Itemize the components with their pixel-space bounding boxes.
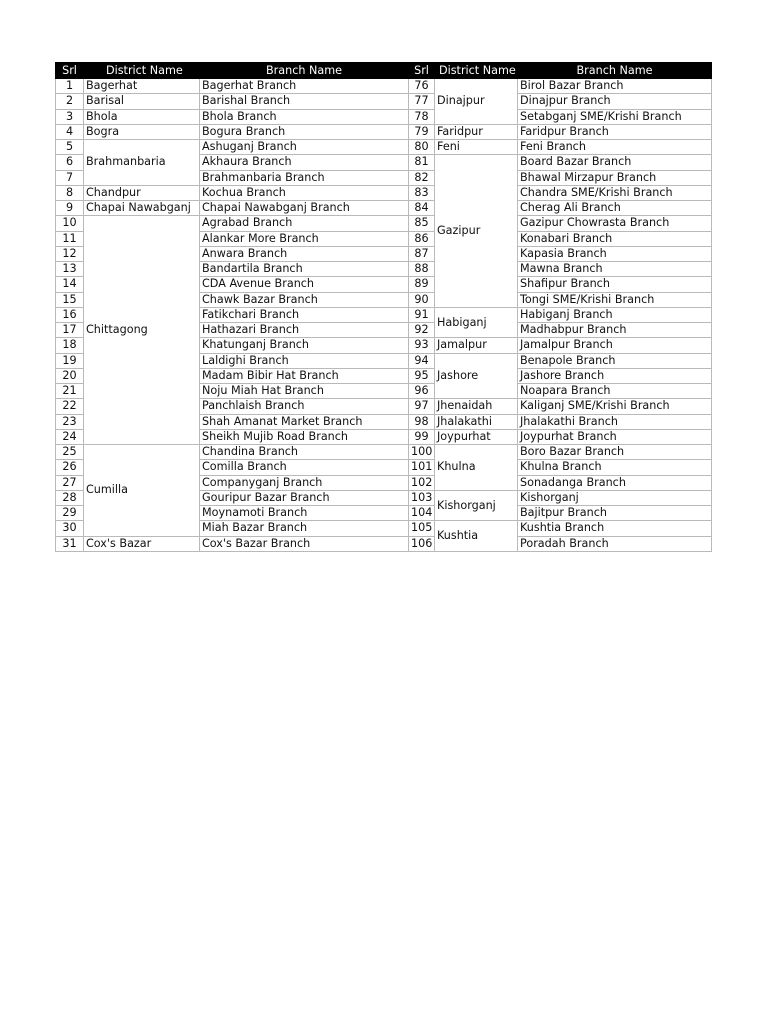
district-cell: Brahmanbaria bbox=[84, 140, 200, 186]
district-cell: Cumilla bbox=[84, 445, 200, 537]
srl-cell: 84 bbox=[409, 201, 435, 216]
branch-cell: Khatunganj Branch bbox=[200, 338, 409, 353]
srl-cell: 96 bbox=[409, 384, 435, 399]
branch-cell: Cox's Bazar Branch bbox=[200, 536, 409, 551]
branch-cell: Brahmanbaria Branch bbox=[200, 170, 409, 185]
srl-cell: 79 bbox=[409, 124, 435, 139]
srl-cell: 28 bbox=[56, 490, 84, 505]
district-cell: Dinajpur bbox=[435, 79, 518, 125]
branch-cell: Cherag Ali Branch bbox=[518, 201, 712, 216]
branch-cell: Mawna Branch bbox=[518, 262, 712, 277]
srl-cell: 88 bbox=[409, 262, 435, 277]
branch-cell: Chandra SME/Krishi Branch bbox=[518, 185, 712, 200]
srl-cell: 95 bbox=[409, 368, 435, 383]
srl-cell: 3 bbox=[56, 109, 84, 124]
branch-cell: Bandartila Branch bbox=[200, 262, 409, 277]
srl-cell: 30 bbox=[56, 521, 84, 536]
branch-cell: Comilla Branch bbox=[200, 460, 409, 475]
srl-cell: 23 bbox=[56, 414, 84, 429]
branch-cell: Jhalakathi Branch bbox=[518, 414, 712, 429]
district-cell: Chittagong bbox=[84, 216, 200, 445]
branch-cell: Dinajpur Branch bbox=[518, 94, 712, 109]
branch-cell: Joypurhat Branch bbox=[518, 429, 712, 444]
table-body bbox=[56, 79, 712, 552]
header-district-left: District Name bbox=[84, 63, 200, 79]
district-cell: Khulna bbox=[435, 445, 518, 491]
branch-cell: Konabari Branch bbox=[518, 231, 712, 246]
branch-cell: Board Bazar Branch bbox=[518, 155, 712, 170]
header-branch-right: Branch Name bbox=[518, 63, 712, 79]
srl-cell: 103 bbox=[409, 490, 435, 505]
srl-cell: 100 bbox=[409, 445, 435, 460]
srl-cell: 17 bbox=[56, 323, 84, 338]
srl-cell: 22 bbox=[56, 399, 84, 414]
branch-cell: Khulna Branch bbox=[518, 460, 712, 475]
table-row bbox=[56, 109, 712, 124]
srl-cell: 25 bbox=[56, 445, 84, 460]
branch-cell: Miah Bazar Branch bbox=[200, 521, 409, 536]
srl-cell: 15 bbox=[56, 292, 84, 307]
srl-cell: 26 bbox=[56, 460, 84, 475]
srl-cell: 4 bbox=[56, 124, 84, 139]
branch-cell: Gazipur Chowrasta Branch bbox=[518, 216, 712, 231]
srl-cell: 21 bbox=[56, 384, 84, 399]
district-cell: Chandpur bbox=[84, 185, 200, 200]
srl-cell: 87 bbox=[409, 246, 435, 261]
district-cell: Feni bbox=[435, 140, 518, 155]
district-cell: Jhalakathi bbox=[435, 414, 518, 429]
srl-cell: 86 bbox=[409, 231, 435, 246]
district-cell: Gazipur bbox=[435, 155, 518, 308]
branch-cell: Laldighi Branch bbox=[200, 353, 409, 368]
srl-cell: 97 bbox=[409, 399, 435, 414]
branch-cell: Sonadanga Branch bbox=[518, 475, 712, 490]
srl-cell: 99 bbox=[409, 429, 435, 444]
branch-cell: Madam Bibir Hat Branch bbox=[200, 368, 409, 383]
srl-cell: 77 bbox=[409, 94, 435, 109]
branch-cell: Feni Branch bbox=[518, 140, 712, 155]
branch-cell: Ashuganj Branch bbox=[200, 140, 409, 155]
srl-cell: 98 bbox=[409, 414, 435, 429]
branch-cell: Agrabad Branch bbox=[200, 216, 409, 231]
srl-cell: 10 bbox=[56, 216, 84, 231]
srl-cell: 19 bbox=[56, 353, 84, 368]
branch-cell: Jamalpur Branch bbox=[518, 338, 712, 353]
branch-cell: Kaliganj SME/Krishi Branch bbox=[518, 399, 712, 414]
district-cell: Bagerhat bbox=[84, 79, 200, 94]
branch-cell: Companyganj Branch bbox=[200, 475, 409, 490]
srl-cell: 91 bbox=[409, 307, 435, 322]
branch-cell: Barishal Branch bbox=[200, 94, 409, 109]
branch-cell: Gouripur Bazar Branch bbox=[200, 490, 409, 505]
srl-cell: 81 bbox=[409, 155, 435, 170]
srl-cell: 102 bbox=[409, 475, 435, 490]
srl-cell: 1 bbox=[56, 79, 84, 94]
srl-cell: 83 bbox=[409, 185, 435, 200]
table-row bbox=[56, 201, 712, 216]
header-srl-right: Srl bbox=[409, 63, 435, 79]
branch-cell: Chawk Bazar Branch bbox=[200, 292, 409, 307]
header-branch-left: Branch Name bbox=[200, 63, 409, 79]
branch-cell: CDA Avenue Branch bbox=[200, 277, 409, 292]
branch-cell: Benapole Branch bbox=[518, 353, 712, 368]
district-cell: Habiganj bbox=[435, 307, 518, 338]
srl-cell: 31 bbox=[56, 536, 84, 551]
srl-cell: 85 bbox=[409, 216, 435, 231]
district-cell: Chapai Nawabganj bbox=[84, 201, 200, 216]
district-cell: Bhola bbox=[84, 109, 200, 124]
district-cell: Bogra bbox=[84, 124, 200, 139]
srl-cell: 9 bbox=[56, 201, 84, 216]
header-district-right: District Name bbox=[435, 63, 518, 79]
branch-cell: Kishorganj bbox=[518, 490, 712, 505]
srl-cell: 105 bbox=[409, 521, 435, 536]
srl-cell: 92 bbox=[409, 323, 435, 338]
srl-cell: 14 bbox=[56, 277, 84, 292]
branch-cell: Anwara Branch bbox=[200, 246, 409, 261]
table-row bbox=[56, 124, 712, 139]
srl-cell: 12 bbox=[56, 246, 84, 261]
table-row bbox=[56, 185, 712, 200]
srl-cell: 104 bbox=[409, 506, 435, 521]
branch-cell: Akhaura Branch bbox=[200, 155, 409, 170]
srl-cell: 5 bbox=[56, 140, 84, 155]
district-cell: Jashore bbox=[435, 353, 518, 399]
branch-cell: Shah Amanat Market Branch bbox=[200, 414, 409, 429]
branch-cell: Moynamoti Branch bbox=[200, 506, 409, 521]
district-cell: Kushtia bbox=[435, 521, 518, 552]
branch-cell: Kapasia Branch bbox=[518, 246, 712, 261]
branch-cell: Chapai Nawabganj Branch bbox=[200, 201, 409, 216]
table-row bbox=[56, 140, 712, 155]
header-srl-left: Srl bbox=[56, 63, 84, 79]
branch-cell: Boro Bazar Branch bbox=[518, 445, 712, 460]
table-row bbox=[56, 536, 712, 551]
district-cell: Cox's Bazar bbox=[84, 536, 200, 551]
srl-cell: 16 bbox=[56, 307, 84, 322]
srl-cell: 29 bbox=[56, 506, 84, 521]
srl-cell: 27 bbox=[56, 475, 84, 490]
srl-cell: 82 bbox=[409, 170, 435, 185]
table-row bbox=[56, 94, 712, 109]
district-cell: Jhenaidah bbox=[435, 399, 518, 414]
table-row bbox=[56, 445, 712, 460]
branch-cell: Hathazari Branch bbox=[200, 323, 409, 338]
srl-cell: 24 bbox=[56, 429, 84, 444]
srl-cell: 18 bbox=[56, 338, 84, 353]
branch-cell: Birol Bazar Branch bbox=[518, 79, 712, 94]
branch-cell: Bogura Branch bbox=[200, 124, 409, 139]
branch-cell: Shafipur Branch bbox=[518, 277, 712, 292]
branch-cell: Bhawal Mirzapur Branch bbox=[518, 170, 712, 185]
branch-cell: Tongi SME/Krishi Branch bbox=[518, 292, 712, 307]
branch-cell: Madhabpur Branch bbox=[518, 323, 712, 338]
district-cell: Jamalpur bbox=[435, 338, 518, 353]
branch-cell: Bagerhat Branch bbox=[200, 79, 409, 94]
srl-cell: 6 bbox=[56, 155, 84, 170]
branch-cell: Noju Miah Hat Branch bbox=[200, 384, 409, 399]
branch-cell: Faridpur Branch bbox=[518, 124, 712, 139]
branch-cell: Bajitpur Branch bbox=[518, 506, 712, 521]
district-cell: Barisal bbox=[84, 94, 200, 109]
branch-list-table bbox=[55, 62, 712, 552]
branch-cell: Kochua Branch bbox=[200, 185, 409, 200]
branch-cell: Panchlaish Branch bbox=[200, 399, 409, 414]
branch-cell: Setabganj SME/Krishi Branch bbox=[518, 109, 712, 124]
header-row bbox=[56, 63, 712, 79]
srl-cell: 106 bbox=[409, 536, 435, 551]
srl-cell: 7 bbox=[56, 170, 84, 185]
district-cell: Kishorganj bbox=[435, 490, 518, 521]
branch-cell: Sheikh Mujib Road Branch bbox=[200, 429, 409, 444]
branch-cell: Chandina Branch bbox=[200, 445, 409, 460]
branch-cell: Jashore Branch bbox=[518, 368, 712, 383]
srl-cell: 101 bbox=[409, 460, 435, 475]
district-cell: Faridpur bbox=[435, 124, 518, 139]
branch-cell: Alankar More Branch bbox=[200, 231, 409, 246]
branch-cell: Habiganj Branch bbox=[518, 307, 712, 322]
srl-cell: 78 bbox=[409, 109, 435, 124]
branch-cell: Noapara Branch bbox=[518, 384, 712, 399]
branch-cell: Fatikchari Branch bbox=[200, 307, 409, 322]
srl-cell: 80 bbox=[409, 140, 435, 155]
srl-cell: 11 bbox=[56, 231, 84, 246]
srl-cell: 94 bbox=[409, 353, 435, 368]
srl-cell: 13 bbox=[56, 262, 84, 277]
district-cell: Joypurhat bbox=[435, 429, 518, 444]
srl-cell: 20 bbox=[56, 368, 84, 383]
branch-cell: Kushtia Branch bbox=[518, 521, 712, 536]
srl-cell: 2 bbox=[56, 94, 84, 109]
srl-cell: 90 bbox=[409, 292, 435, 307]
branch-cell: Poradah Branch bbox=[518, 536, 712, 551]
srl-cell: 89 bbox=[409, 277, 435, 292]
srl-cell: 93 bbox=[409, 338, 435, 353]
srl-cell: 8 bbox=[56, 185, 84, 200]
table-row bbox=[56, 216, 712, 231]
srl-cell: 76 bbox=[409, 79, 435, 94]
table-row bbox=[56, 79, 712, 94]
branch-cell: Bhola Branch bbox=[200, 109, 409, 124]
